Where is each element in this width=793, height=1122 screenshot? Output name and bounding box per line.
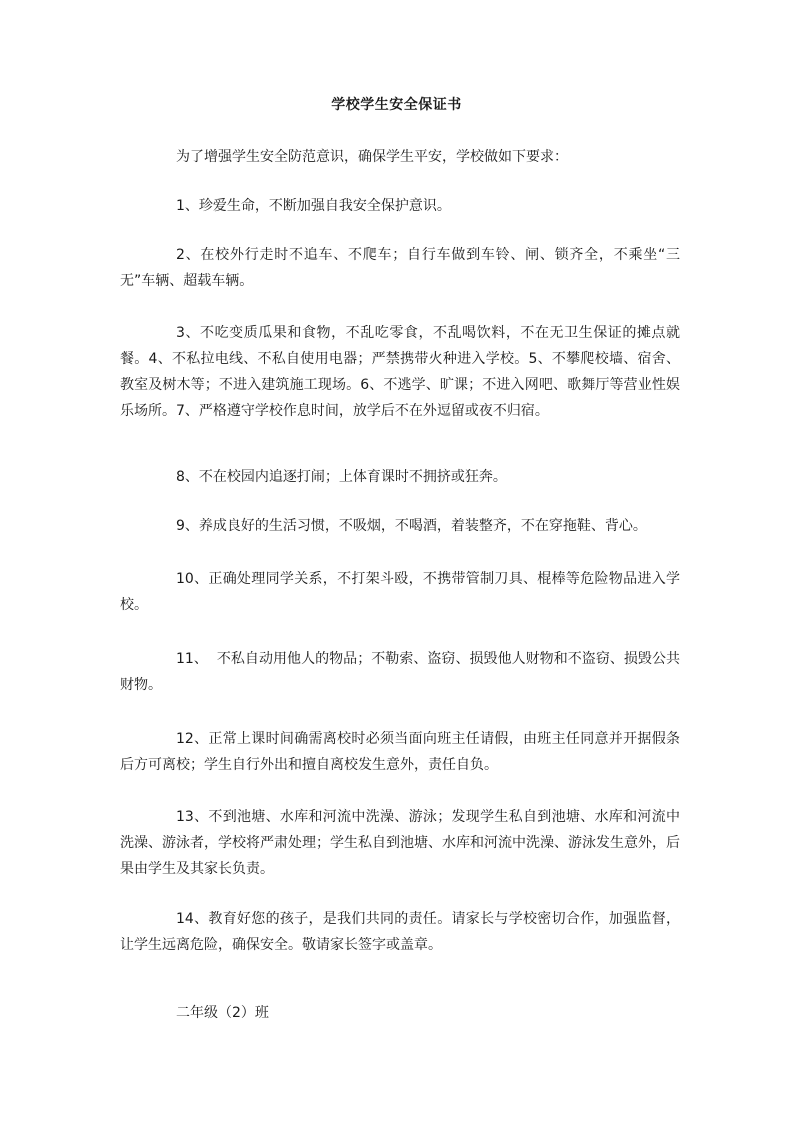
rule-item-14: 14、教育好您的孩子，是我们共同的责任。请家长与学校密切合作，加强监督，让学生远离危险，确保安全。敬请家长签字或盖章。 xyxy=(120,911,680,953)
intro-paragraph: 为了增强学生安全防范意识，确保学生平安，学校做如下要求： xyxy=(176,149,568,165)
rule-item-2: 2、在校外行走时不追车、不爬车；自行车做到车铃、闸、锁齐全，不乘坐“三无”车辆、超载车辆。 xyxy=(120,247,680,289)
rule-item-12: 12、正常上课时间确需离校时必须当面向班主任请假，由班主任同意并开据假条后方可离校；学生自行外出和擅自离校发生意外，责任自负。 xyxy=(120,731,680,773)
rule-item-13: 13、不到池塘、水库和河流中洗澡、游泳；发现学生私自到池塘、水库和河流中洗澡、游泳者，学校将严肃处理；学生私自到池塘、水库和河流中洗澡、游泳发生意外，后果由学生及其家长负责。 xyxy=(120,809,680,877)
rule-item-11: 11、 不私自动用他人的物品；不勒索、盗窃、损毁他人财物和不盗窃、损毁公共财物。 xyxy=(120,651,680,693)
rule-item-10: 10、正确处理同学关系，不打架斗殴，不携带管制刀具、棍棒等危险物品进入学校。 xyxy=(120,571,680,613)
class-signature: 二年级（2）班 xyxy=(176,1005,269,1021)
rule-item-1: 1、珍爱生命，不断加强自我安全保护意识。 xyxy=(176,198,451,214)
rule-item-8: 8、不在校园内追逐打闹；上体育课时不拥挤或狂奔。 xyxy=(176,469,507,485)
rule-item-9: 9、养成良好的生活习惯，不吸烟，不喝酒，着装整齐，不在穿拖鞋、背心。 xyxy=(176,518,647,534)
document-title: 学校学生安全保证书 xyxy=(331,97,462,113)
rule-item-3-7: 3、不吃变质瓜果和食物，不乱吃零食，不乱喝饮料，不在无卫生保证的摊点就餐。4、不私拉电线、不私自使用电器；严禁携带火种进入学校。5、不攀爬校墙、宿舍、教室及树木等；不进入建筑施工现场。6、不逃学、旷课；不进入网吧、歌舞厅等营业性娱乐场所。7、严格遵守学校作息时间，放学后不在外逗留或夜不归宿。 xyxy=(120,325,680,419)
